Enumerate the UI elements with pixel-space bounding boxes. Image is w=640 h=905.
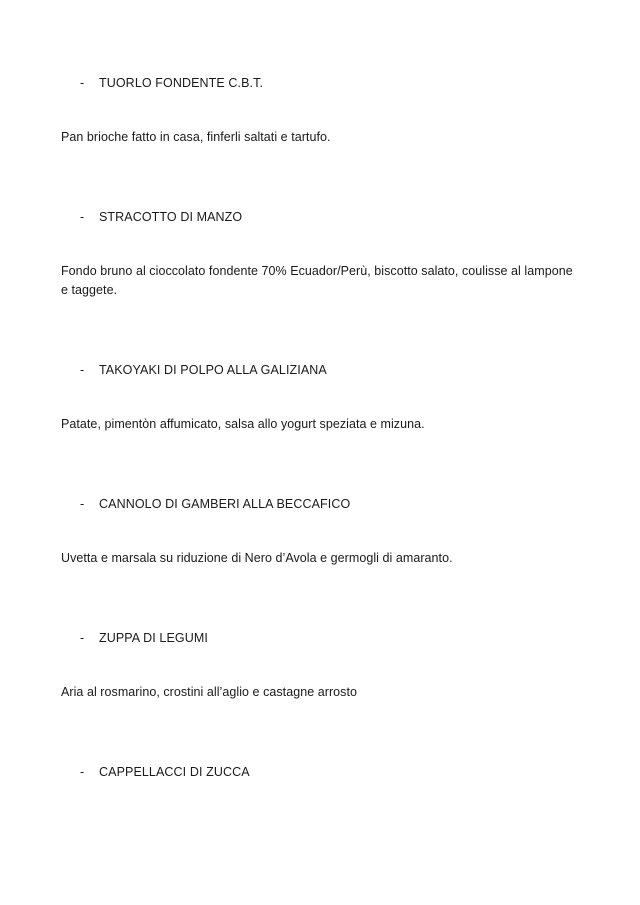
dish-name: TUORLO FONDENTE C.B.T. [99,76,264,90]
dish-name: TAKOYAKI DI POLPO ALLA GALIZIANA [99,363,327,377]
bullet-dash: - [80,497,85,511]
bullet-dash: - [80,363,85,377]
dish-title [80,497,350,511]
dish-title [80,210,242,224]
dish-name: CAPPELLACCI DI ZUCCA [99,765,250,779]
dish-name: STRACOTTO DI MANZO [99,210,243,224]
dish-title [80,765,250,779]
bullet-dash: - [80,765,85,779]
bullet-dash: - [80,210,85,224]
dish-description: Pan brioche fatto in casa, finferli saltati e tartufo. [61,130,331,144]
dish-name: CANNOLO DI GAMBERI ALLA BECCAFICO [99,497,351,511]
dish-description: Fondo bruno al cioccolato fondente 70% Ecuador/Perù, biscotto salato, coulisse al lampone e taggete. [61,264,573,297]
dish-description: Uvetta e marsala su riduzione di Nero d’Avola e germogli di amaranto. [61,551,453,565]
dish-title [80,363,327,377]
bullet-dash: - [80,631,85,645]
dish-name: ZUPPA DI LEGUMI [99,631,208,645]
dish-description: Aria al rosmarino, crostini all’aglio e castagne arrosto [61,685,357,699]
dish-title [80,631,208,645]
bullet-dash: - [80,76,85,90]
dish-description: Patate, pimentòn affumicato, salsa allo yogurt speziata e mizuna. [61,417,425,431]
dish-title [80,76,263,90]
